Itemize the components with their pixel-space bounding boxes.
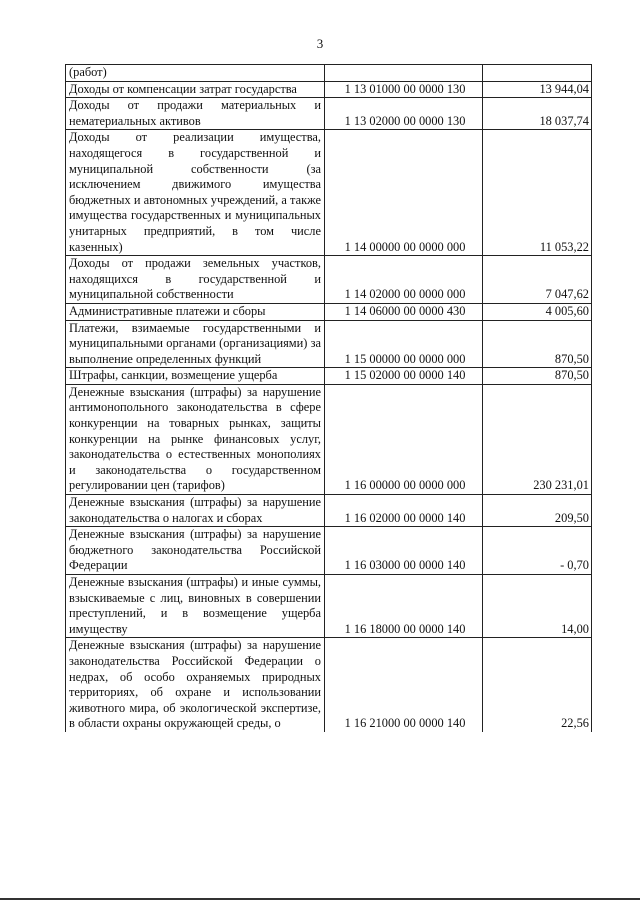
row-description: Доходы от реализации имущества, находящегося в государственной и муниципальной собственности (за исключением движимого имущества бюджетных и автономных учреждений, а также имущества государственных и муниципальных унитарных предприятий, в том числе казенных) <box>66 130 325 256</box>
row-code: 1 13 01000 00 0000 130 <box>325 81 483 98</box>
row-code <box>325 65 483 82</box>
table-row <box>66 638 592 732</box>
revenue-table <box>65 64 592 732</box>
row-description: Административные платежи и сборы <box>66 303 325 320</box>
row-amount <box>483 65 592 82</box>
table-row <box>66 368 592 385</box>
row-code: 1 14 02000 00 0000 000 <box>325 256 483 304</box>
row-amount: 22,56 <box>483 638 592 732</box>
row-amount: 230 231,01 <box>483 384 592 494</box>
row-amount: 14,00 <box>483 575 592 638</box>
row-code: 1 16 00000 00 0000 000 <box>325 384 483 494</box>
row-description: Доходы от продажи земельных участков, находящихся в государственной и муниципальной собственности <box>66 256 325 304</box>
row-amount: 18 037,74 <box>483 98 592 130</box>
row-description: (работ) <box>66 65 325 82</box>
row-description: Доходы от компенсации затрат государства <box>66 81 325 98</box>
page-bottom-edge <box>0 898 640 900</box>
row-code: 1 13 02000 00 0000 130 <box>325 98 483 130</box>
table-row <box>66 81 592 98</box>
row-code: 1 16 03000 00 0000 140 <box>325 527 483 575</box>
row-amount: 870,50 <box>483 320 592 368</box>
row-amount: 13 944,04 <box>483 81 592 98</box>
row-code: 1 16 18000 00 0000 140 <box>325 575 483 638</box>
row-amount: 4 005,60 <box>483 303 592 320</box>
row-description: Денежные взыскания (штрафы) за нарушение законодательства о налогах и сборах <box>66 495 325 527</box>
row-code: 1 16 21000 00 0000 140 <box>325 638 483 732</box>
row-code: 1 15 02000 00 0000 140 <box>325 368 483 385</box>
row-code: 1 14 00000 00 0000 000 <box>325 130 483 256</box>
table-row <box>66 65 592 82</box>
table-row <box>66 384 592 494</box>
row-code: 1 16 02000 00 0000 140 <box>325 495 483 527</box>
table-row <box>66 130 592 256</box>
table-row <box>66 495 592 527</box>
row-amount: 11 053,22 <box>483 130 592 256</box>
row-description: Денежные взыскания (штрафы) за нарушение бюджетного законодательства Российской Федерации <box>66 527 325 575</box>
table-row <box>66 527 592 575</box>
table-row <box>66 575 592 638</box>
row-description: Доходы от продажи материальных и нематериальных активов <box>66 98 325 130</box>
row-amount: 7 047,62 <box>483 256 592 304</box>
row-amount: 870,50 <box>483 368 592 385</box>
row-description: Штрафы, санкции, возмещение ущерба <box>66 368 325 385</box>
row-description: Денежные взыскания (штрафы) и иные суммы, взыскиваемые с лиц, виновных в совершении преступлений, и в возмещение ущерба имуществу <box>66 575 325 638</box>
row-code: 1 15 00000 00 0000 000 <box>325 320 483 368</box>
table-row <box>66 320 592 368</box>
table-row <box>66 256 592 304</box>
table-row <box>66 303 592 320</box>
row-amount: 209,50 <box>483 495 592 527</box>
row-code: 1 14 06000 00 0000 430 <box>325 303 483 320</box>
row-description: Денежные взыскания (штрафы) за нарушение антимонопольного законодательства в сфере конкуренции на товарных рынках, защиты конкуренции на рынке финансовых услуг, законодательства о естественных монополиях и законодательства о государственном регулировании цен (тарифов) <box>66 384 325 494</box>
row-description: Платежи, взимаемые государственными и муниципальными органами (организациями) за выполнение определенных функций <box>66 320 325 368</box>
table-row <box>66 98 592 130</box>
page-number: 3 <box>316 36 324 51</box>
row-description: Денежные взыскания (штрафы) за нарушение законодательства Российской Федерации о недрах, об особо охраняемых природных территориях, об охране и использовании животного мира, об экологической экспертизе, в области охраны окружающей среды, о <box>66 638 325 732</box>
row-amount: - 0,70 <box>483 527 592 575</box>
